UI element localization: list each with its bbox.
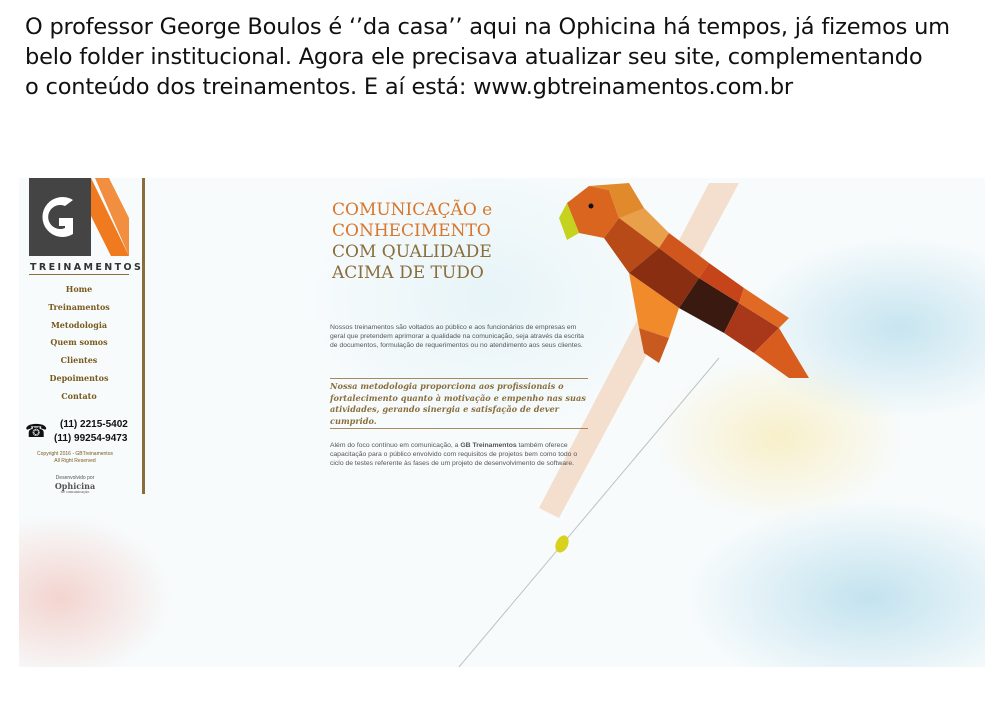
nav-item-clientes[interactable]: Clientes [60, 355, 98, 366]
ophicina-logo[interactable] [19, 481, 131, 494]
intro-line-3: o conteúdo dos treinamentos. E aí está: www.gbtreinamentos.com.br [25, 74, 793, 100]
website-screenshot [19, 178, 985, 667]
services-paragraph [330, 441, 592, 469]
main-nav [19, 284, 139, 409]
phone-number-1: (11) 2215-5402 [60, 419, 128, 430]
services-text-post: também oferece capacitação para o público envolvido com requisitos de projetos bem como todo o ciclo de testes referente às fases de um projeto de desenvolvimento de software. [330, 442, 578, 468]
intro-line-1: O professor George Boulos é ‘’da casa’’ aqui na Ophicina há tempos, já fizemos um [25, 14, 950, 40]
methodology-quote: Nossa metodologia proporciona aos profissionais o fortalecimento quanto à motivação e empenho nas suas atividades, gerando sinergia e satisfação de dever cumprido. [330, 381, 586, 426]
quote-divider-bottom [330, 428, 588, 429]
nav-item-treinamentos[interactable]: Treinamentos [48, 301, 110, 312]
headline-line-2: CONHECIMENTO [332, 221, 491, 241]
nav-item-quem-somos[interactable]: Quem somos [50, 337, 108, 348]
copyright [19, 451, 131, 465]
nav-item-contato[interactable]: Contato [61, 390, 97, 401]
copyright-line-1: Copyright 2016 - GBTreinamentos [37, 451, 113, 457]
developed-by-label: Desenvolvido por [55, 475, 95, 481]
phone-icon: ☎ [25, 421, 48, 441]
services-text-pre: Além do foco contínuo em comunicação, a [330, 442, 461, 449]
headline-line-3: COM QUALIDADE [332, 242, 492, 262]
services-brand: GB Treinamentos [460, 442, 517, 449]
gb-logo[interactable] [29, 178, 129, 258]
quote-divider-top [330, 378, 588, 379]
copyright-line-2: All Right Reserved [54, 458, 96, 464]
ophicina-name: Ophicina [54, 481, 96, 491]
nav-item-metodologia[interactable]: Metodologia [50, 319, 108, 330]
ophicina-tagline: de comunicação [60, 490, 90, 494]
brand-name: TREINAMENTOS [30, 262, 144, 273]
parrot-illustration [559, 183, 809, 378]
sidebar [19, 178, 145, 494]
nav-item-depoimentos[interactable]: Depoimentos [49, 372, 109, 383]
phone-number-2: (11) 99254-9473 [54, 433, 128, 444]
headline-line-1: COMUNICAÇÃO e [332, 200, 493, 220]
brand-divider [29, 274, 129, 275]
intro-line-2: belo folder institucional. Agora ele precisava atualizar seu site, complementando [25, 44, 923, 70]
nav-item-home[interactable]: Home [65, 284, 93, 294]
intro-text [25, 12, 965, 102]
headline-line-4: ACIMA DE TUDO [332, 263, 484, 283]
intro-paragraph: Nossos treinamentos são voltados ao público e aos funcionários de empresas em geral que pretendem aprimorar a qualidade na comunicação, seja através da escrita de documentos, formulação de requerimentos ou no atendimento aos seus clientes. [330, 324, 584, 350]
